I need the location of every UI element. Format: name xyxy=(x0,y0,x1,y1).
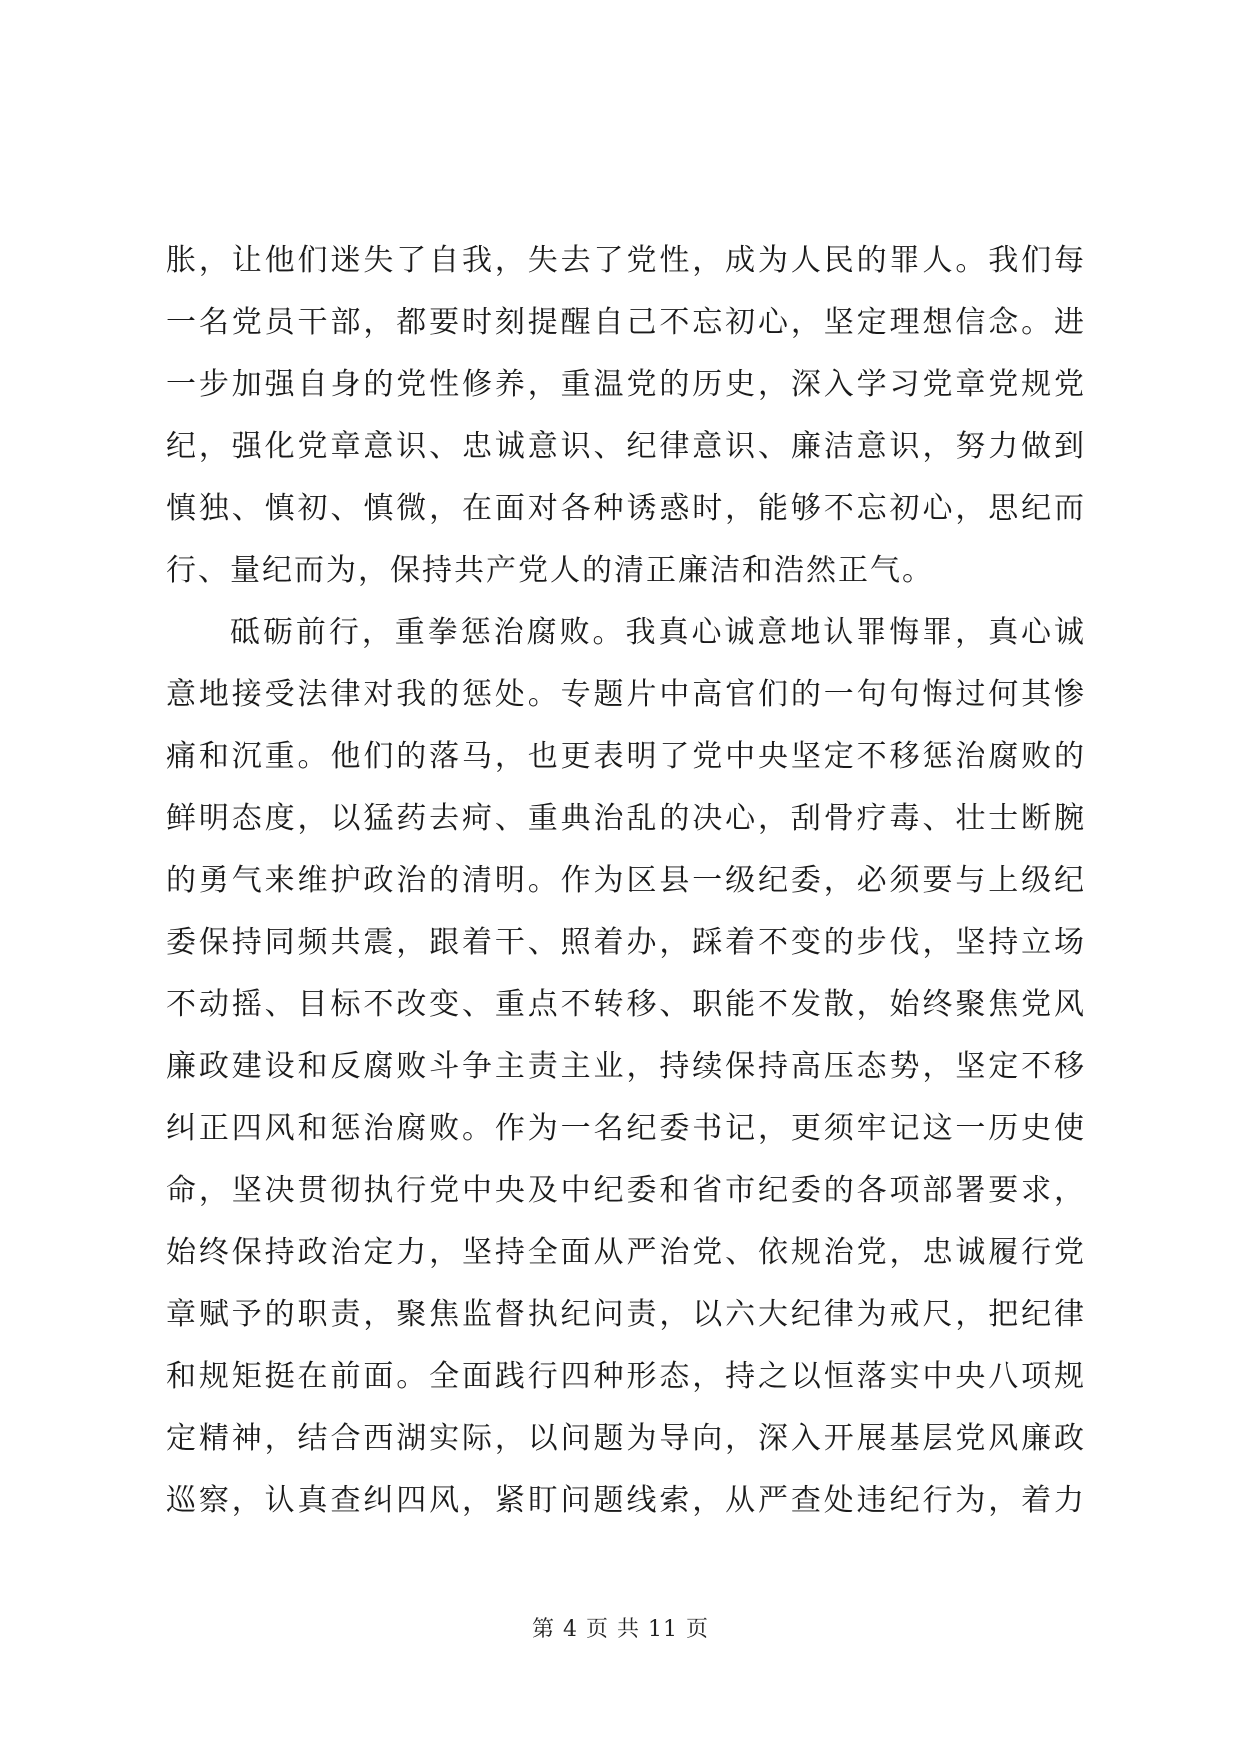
body-text xyxy=(166,230,1086,1532)
text-line: 章赋予的职责，聚焦监督执纪问责，以六大纪律为戒尺，把纪律 xyxy=(166,1297,1086,1332)
text-line: 痛和沉重。他们的落马，也更表明了党中央坚定不移惩治腐败的 xyxy=(166,739,1086,774)
text-line: 命，坚决贯彻执行党中央及中纪委和省市纪委的各项部署要求， xyxy=(166,1173,1086,1208)
text-line: 定精神，结合西湖实际，以问题为导向，深入开展基层党风廉政 xyxy=(166,1421,1086,1456)
text-line: 廉政建设和反腐败斗争主责主业，持续保持高压态势，坚定不移 xyxy=(166,1049,1086,1084)
text-line: 一步加强自身的党性修养，重温党的历史，深入学习党章党规党 xyxy=(166,367,1086,402)
text-line: 慎独、慎初、慎微，在面对各种诱惑时，能够不忘初心，思纪而 xyxy=(166,491,1086,526)
text-line: 鲜明态度，以猛药去疴、重典治乱的决心，刮骨疗毒、壮士断腕 xyxy=(166,801,1086,836)
text-line: 意地接受法律对我的惩处。专题片中高官们的一句句悔过何其惨 xyxy=(166,677,1086,712)
page-number-footer: 第 4 页 共 11 页 xyxy=(532,1617,709,1642)
text-line: 纠正四风和惩治腐败。作为一名纪委书记，更须牢记这一历史使 xyxy=(166,1111,1086,1146)
paragraph-start-line: 砥砺前行，重拳惩治腐败。我真心诚意地认罪悔罪，真心诚 xyxy=(230,615,1086,650)
text-line: 的勇气来维护政治的清明。作为区县一级纪委，必须要与上级纪 xyxy=(166,863,1086,898)
text-line: 一名党员干部，都要时刻提醒自己不忘初心，坚定理想信念。进 xyxy=(166,305,1086,340)
text-line: 胀，让他们迷失了自我，失去了党性，成为人民的罪人。我们每 xyxy=(166,243,1086,278)
text-line: 委保持同频共震，跟着干、照着办，踩着不变的步伐，坚持立场 xyxy=(166,925,1086,960)
text-line: 行、量纪而为，保持共产党人的清正廉洁和浩然正气。 xyxy=(166,553,934,588)
text-line: 纪，强化党章意识、忠诚意识、纪律意识、廉洁意识，努力做到 xyxy=(166,429,1086,464)
text-line: 巡察，认真查纠四风，紧盯问题线索，从严查处违纪行为，着力 xyxy=(166,1483,1086,1518)
text-line: 和规矩挺在前面。全面践行四种形态，持之以恒落实中央八项规 xyxy=(166,1359,1086,1394)
text-line: 始终保持政治定力，坚持全面从严治党、依规治党，忠诚履行党 xyxy=(166,1235,1086,1270)
text-line: 不动摇、目标不改变、重点不转移、职能不发散，始终聚焦党风 xyxy=(166,987,1086,1022)
